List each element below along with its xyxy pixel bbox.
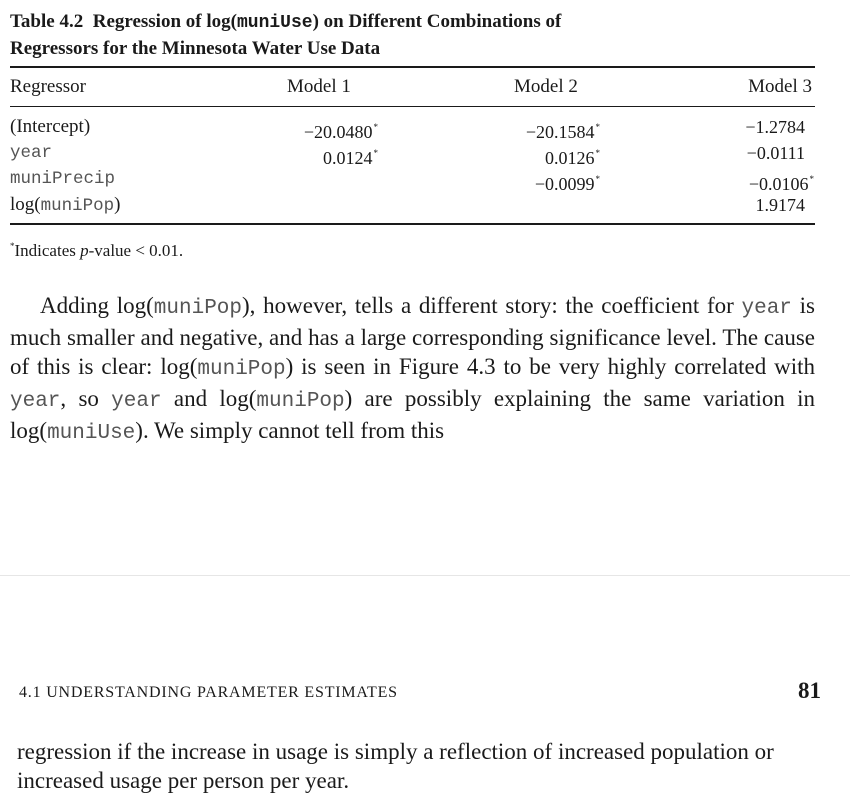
significance-star: * [373,122,378,132]
table-top-rule [10,66,815,68]
continuation-paragraph: regression if the increase in usage is simply a reflection of increased population or increased usage per person per year. [17,739,774,793]
row-year-model-3 [747,140,805,166]
row-muniprecip-label: muniPrecip [10,169,116,189]
value: 0.0124 [323,148,373,168]
table-title-pre: Regression of log( [92,11,237,32]
table-title-line2: Regressors for the Minnesota Water Use Data [10,38,381,59]
significance-star: * [595,148,600,158]
row-year-label: year [10,143,53,163]
para-text: ), however, tells a different story: the coefficient for [242,293,742,318]
para-text: , so [60,386,112,411]
para-code: year [111,390,162,413]
value: −20.1584 [525,122,595,142]
significance-star: * [809,174,814,184]
log-suffix: ) [114,194,121,215]
significance-star: * [373,148,378,158]
para-text: is much smaller and negative, and has a large corresponding significance level. The cause of this is clear: log( [10,293,815,379]
row-year-model-1 [323,140,378,171]
value: −20.0480 [303,122,373,142]
value: 0.0126 [545,148,595,168]
table-title-var: muniUse [236,13,313,33]
running-head: 4.1 UNDERSTANDING PARAMETER ESTIMATES [19,684,398,701]
value: −1.2784 [745,117,805,137]
table-title [10,9,810,62]
para-text: and log( [161,386,257,411]
value: −0.0106 [748,174,809,194]
para-text: Adding log( [40,293,154,318]
para-code: muniUse [47,422,136,445]
table-bottom-rule [10,223,815,225]
footnote-p: p [80,241,89,260]
para-code: muniPop [197,358,286,381]
row-munipop-label [10,192,120,219]
log-prefix: log( [10,194,41,215]
header-model-3: Model 3 [748,76,812,97]
value: 1.9174 [755,195,805,215]
para-code: year [10,390,61,413]
table-title-post: ) on Different Combinations of [312,11,562,32]
para-text: ) is seen in Figure 4.3 to be very highly correlated with [285,354,815,379]
row-munipop-model-3 [756,192,806,218]
significance-star: * [595,174,600,184]
table-caption: Table 4.2 [10,11,84,32]
body-paragraph [10,291,815,448]
footnote-post: -value < 0.01. [88,241,184,260]
para-code: muniPop [153,297,242,320]
row-intercept-label: (Intercept) [10,116,91,137]
row-muniprecip-model-2 [535,166,600,197]
value: −0.0099 [534,174,595,194]
header-model-1: Model 1 [287,76,351,97]
para-text: ). We simply cannot tell from this [135,418,445,443]
table-footnote [10,235,183,262]
significance-star: * [595,122,600,132]
value: −0.0111 [746,143,805,163]
para-code: year [741,297,792,320]
row-intercept-model-3 [745,114,805,140]
table-header-rule [10,106,815,107]
header-regressor: Regressor [10,76,86,97]
para-code: muniPop [256,390,345,413]
page-number: 81 [798,678,821,703]
page-divider [0,575,850,576]
footnote-star: * [10,241,15,251]
para-text: ) are possibly explaining the same variation in log( [10,386,816,443]
munipop-var: muniPop [40,196,115,216]
footnote-pre: Indicates [14,241,81,260]
header-model-2: Model 2 [514,76,578,97]
